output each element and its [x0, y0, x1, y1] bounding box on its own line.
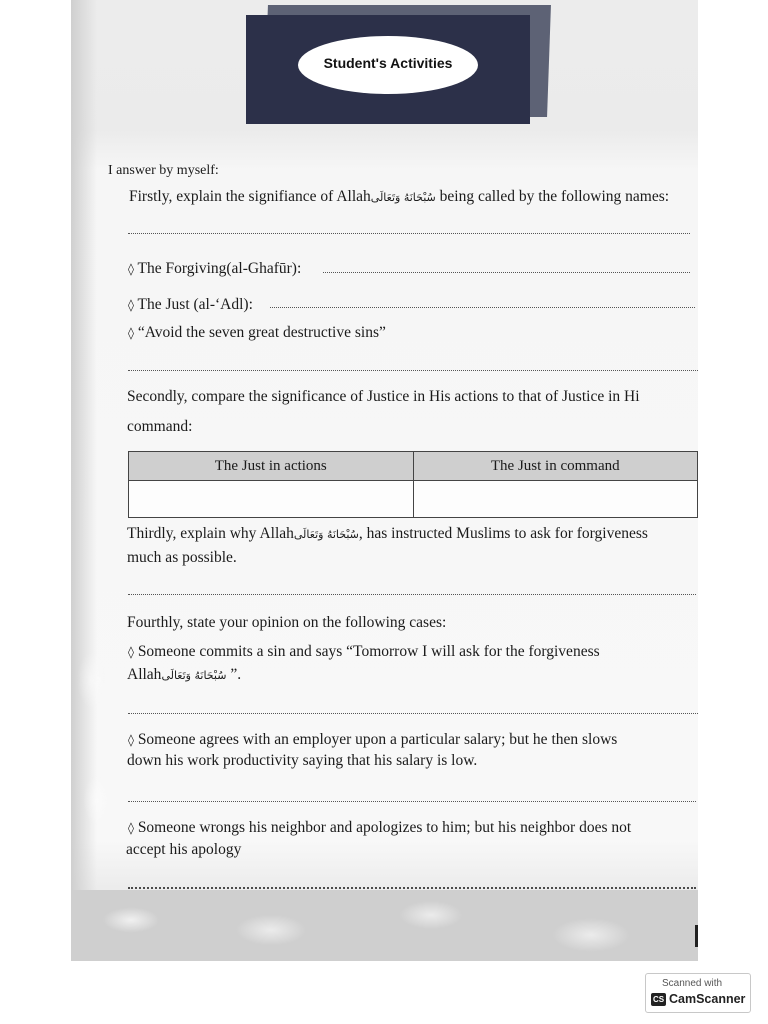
question-2-line-2: command:	[127, 418, 193, 435]
answer-line-sins[interactable]	[128, 370, 698, 371]
question-3-text-a: Thirdly, explain why Allah	[127, 525, 294, 542]
question-3-line-2: much as possible.	[127, 549, 237, 566]
banner-title-badge	[298, 36, 478, 94]
case-3-line-2: accept his apology	[126, 841, 242, 858]
question-1-text-a: Firstly, explain the signifiance of Allah	[129, 188, 371, 205]
case-2-line-2: down his work productivity saying that his salary is low.	[127, 752, 478, 769]
case-3-text: Someone wrongs his neighbor and apologizes to him; but his neighbor does not	[137, 819, 632, 836]
question-1-item-sins	[128, 324, 386, 342]
floral-decoration-bottom	[71, 890, 698, 961]
honorific-inscription: سُبْحَانَهُ وَتَعَالَى	[161, 669, 227, 682]
question-4-prompt: Fourthly, state your opinion on the following cases:	[127, 614, 447, 631]
question-1-item-forgiving	[128, 260, 301, 278]
table-header-actions: The Just in actions	[129, 452, 414, 481]
case-2-line-1	[128, 731, 617, 749]
diamond-bullet-icon: ◊	[128, 326, 134, 340]
diamond-bullet-icon: ◊	[128, 821, 134, 835]
answer-line-3[interactable]	[128, 594, 696, 595]
case-1-text-b: Allah	[127, 666, 162, 683]
case-1-line-2	[127, 666, 241, 684]
diamond-bullet-icon: ◊	[128, 262, 134, 276]
case-2-text: Someone agrees with an employer upon a particular salary; but he then slows	[137, 731, 618, 748]
answer-line-forgiving[interactable]	[323, 272, 690, 273]
item-label: The Forgiving(al-Ghafūr):	[137, 260, 302, 277]
comparison-table	[128, 451, 698, 518]
table-cell-command[interactable]	[413, 481, 698, 518]
question-1-item-just	[128, 296, 253, 314]
question-3-text-b: , has instructed Muslims to ask for forgiveness	[358, 525, 648, 542]
answer-line-case-3[interactable]	[128, 887, 696, 889]
answer-line-case-2[interactable]	[128, 801, 696, 802]
floral-decoration-left	[71, 620, 121, 920]
watermark-caption: Scanned with	[662, 978, 723, 989]
case-1-text-c: ”.	[226, 666, 242, 683]
item-label: “Avoid the seven great destructive sins”	[137, 324, 386, 341]
question-2-line-1: Secondly, compare the significance of Justice in His actions to that of Justice in Hi	[127, 388, 640, 405]
honorific-inscription: سُبْحَانَهُ وَتَعَالَى	[293, 528, 359, 541]
case-3-line-1	[128, 819, 631, 837]
answer-line-case-1[interactable]	[128, 713, 698, 714]
question-1-text-b: being called by the following names:	[435, 188, 670, 205]
table-header-command: The Just in command	[413, 452, 698, 481]
scanner-watermark	[645, 973, 751, 1013]
table-cell-actions[interactable]	[129, 481, 414, 518]
question-3-line-1	[127, 525, 648, 543]
case-1-line-1	[128, 643, 600, 661]
camscanner-logo-icon: CS	[652, 995, 665, 1004]
case-1-text: Someone commits a sin and says “Tomorrow I will ask for the forgiveness	[137, 643, 600, 660]
question-1-prompt	[129, 188, 669, 206]
watermark-brand: CamScanner	[669, 992, 746, 1006]
page-title: Student's Activities	[323, 55, 453, 71]
answer-line-just[interactable]	[270, 307, 695, 308]
diamond-bullet-icon: ◊	[128, 645, 134, 659]
answer-line-1[interactable]	[128, 233, 690, 234]
honorific-inscription: سُبْحَانَهُ وَتَعَالَى	[370, 191, 436, 204]
intro-label: I answer by myself:	[108, 163, 219, 178]
diamond-bullet-icon: ◊	[128, 733, 134, 747]
page-edge-mark	[695, 925, 698, 947]
item-label: The Just (al-‘Adl):	[137, 296, 253, 313]
diamond-bullet-icon: ◊	[128, 298, 134, 312]
